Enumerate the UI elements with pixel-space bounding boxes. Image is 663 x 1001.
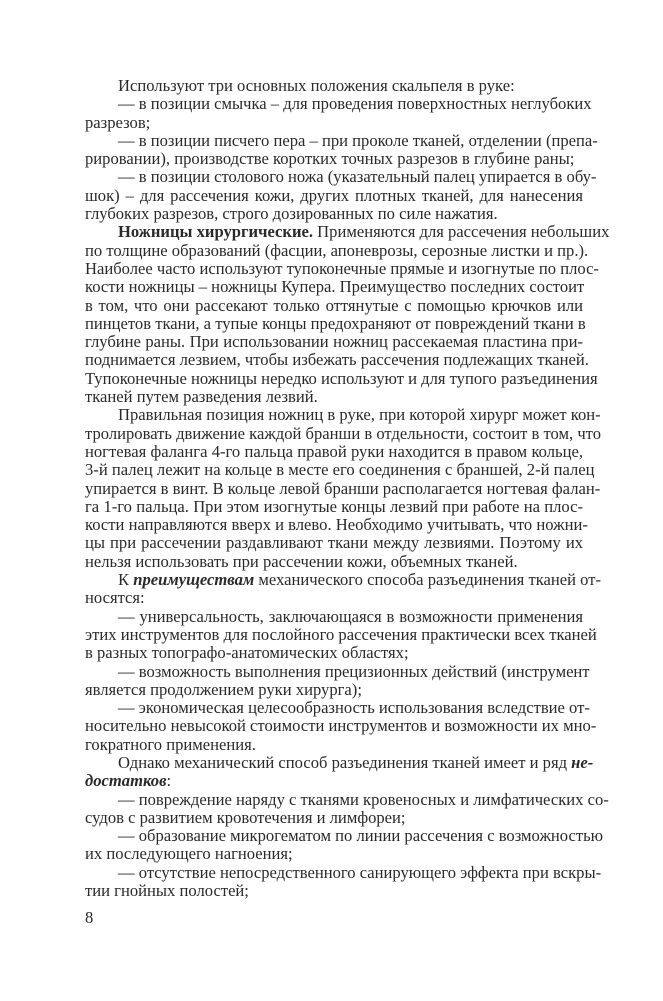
text-segment: судов с развитием кровотечения и лимфореи; bbox=[85, 807, 406, 827]
page-number: 8 bbox=[85, 908, 94, 927]
text-segment: носятся: bbox=[85, 588, 145, 608]
emphasized-text: Ножницы хирургические. bbox=[118, 222, 314, 242]
text-line bbox=[85, 608, 583, 626]
text-line bbox=[85, 368, 598, 388]
text-line bbox=[85, 553, 583, 571]
text-segment: шок) – для рассечения кожи, других плотных тканей, для нанесения bbox=[85, 185, 583, 205]
text-segment: — экономическая целесообразность использования вследствие от- bbox=[118, 698, 590, 718]
text-line bbox=[85, 772, 583, 790]
text-line bbox=[85, 443, 583, 461]
text-line bbox=[85, 187, 583, 205]
text-segment: разрезов; bbox=[85, 112, 151, 132]
text-segment: — образование микрогематом по линии рассечения с возможностью bbox=[118, 826, 604, 846]
text-line bbox=[85, 240, 589, 260]
text-segment: носительно невысокой стоимости инструментов и возможности их мно- bbox=[85, 716, 597, 736]
emphasized-text: преимуществам bbox=[133, 570, 255, 590]
text-segment: тканей путем разведения лезвий. bbox=[85, 387, 318, 407]
text-line bbox=[85, 716, 597, 736]
text-segment: кости ножницы – ножницы Купера. Преимущество последних состоит bbox=[85, 277, 585, 297]
text-line bbox=[85, 882, 583, 900]
text-line bbox=[85, 77, 583, 95]
text-line bbox=[85, 589, 583, 607]
text-segment: пинцетов ткани, а тупые концы предохраняют от повреждений ткани в bbox=[85, 313, 586, 333]
text-line bbox=[85, 624, 597, 644]
text-segment: по толщине образований (фасции, апоневрозы, серозные листки и пр.). bbox=[85, 240, 589, 260]
text-segment: поднимается лезвием, чтобы избежать рассечения подлежащих тканей. bbox=[85, 350, 589, 370]
text-segment: в том, что они рассекают только оттянутые с помощью крючков или bbox=[85, 295, 583, 315]
text-segment: глубоких разрезов, строго дозированных по силе нажатия. bbox=[85, 204, 498, 224]
text-segment: Применяются для рассечения небольших bbox=[313, 222, 610, 242]
text-line bbox=[85, 736, 583, 754]
emphasized-text: достатков bbox=[85, 771, 167, 791]
text-segment: — в позиции писчего пера – при проколе тканей, отделении (препа- bbox=[118, 130, 598, 150]
text-segment: является продолжением руки хирурга); bbox=[85, 679, 362, 699]
text-segment: га 1-го пальца. При этом изогнутые концы лезвий при работе на плос- bbox=[85, 496, 583, 516]
text-segment: — возможность выполнения прецизионных действий (инструмент bbox=[118, 661, 590, 681]
text-line bbox=[85, 278, 583, 296]
text-line bbox=[85, 478, 601, 498]
text-line bbox=[85, 423, 602, 443]
text-segment: упирается в винт. В кольце левой бранши располагается ногтевая фалан- bbox=[85, 478, 601, 498]
text-segment: их последующего нагноения; bbox=[85, 844, 293, 864]
text-segment: в разных топографо-анатомических областях; bbox=[85, 643, 409, 663]
text-line bbox=[85, 460, 595, 480]
text-line bbox=[85, 515, 588, 535]
text-segment: нельзя использовать при рассечении кожи, объемных тканей. bbox=[85, 551, 518, 571]
text-line bbox=[85, 570, 602, 590]
text-line bbox=[85, 222, 610, 242]
text-segment: этих инструментов для послойного рассечения практически всех тканей bbox=[85, 624, 597, 644]
page-body-text bbox=[85, 76, 610, 901]
text-segment: — отсутствие непосредственного санирующего эффекта при вскры- bbox=[118, 862, 602, 882]
text-segment: — в позиции смычка – для проведения поверхностных неглубоких bbox=[118, 94, 592, 114]
text-segment: — универсальность, заключающаяся в возможности применения bbox=[118, 606, 583, 626]
text-line bbox=[85, 205, 583, 223]
text-line bbox=[85, 862, 602, 882]
text-line bbox=[85, 150, 583, 168]
text-line bbox=[85, 698, 590, 718]
text-line bbox=[85, 114, 583, 132]
text-line bbox=[85, 826, 604, 846]
text-segment: Правильная позиция ножниц в руке, при которой хирург может кон- bbox=[118, 405, 601, 425]
text-segment: механического способа разъединения тканей от- bbox=[254, 570, 602, 590]
text-line bbox=[85, 167, 597, 187]
text-segment: тии гнойных полостей; bbox=[85, 881, 249, 901]
text-line bbox=[85, 333, 583, 351]
text-line bbox=[85, 388, 583, 406]
text-segment: Тупоконечные ножницы нередко используют и для тупого разъединения bbox=[85, 368, 598, 388]
text-line bbox=[85, 644, 583, 662]
text-line bbox=[85, 661, 590, 681]
text-line bbox=[85, 498, 583, 516]
text-segment: 3-й палец лежит на кольце в месте его соединения с браншей, 2-й палец bbox=[85, 460, 595, 480]
text-segment: гократного применения. bbox=[85, 734, 256, 754]
text-line bbox=[85, 534, 583, 552]
text-segment: : bbox=[166, 771, 172, 791]
text-line bbox=[85, 789, 609, 809]
text-segment: Используют три основных положения скальпеля в руке: bbox=[118, 76, 515, 95]
text-segment: глубине раны. При использовании ножниц рассекаемая пластина при- bbox=[85, 332, 583, 352]
text-line bbox=[85, 94, 592, 114]
text-segment: Наиболее часто используют тупоконечные прямые и изогнутые по плос- bbox=[85, 258, 599, 278]
text-line bbox=[85, 297, 583, 315]
text-segment: — в позиции столового ножа (указательный палец упирается в обу- bbox=[118, 167, 597, 187]
text-line bbox=[85, 258, 599, 278]
text-segment: цы при рассечении раздавливают ткани между лезвиями. Поэтому их bbox=[85, 533, 583, 553]
text-line bbox=[85, 313, 586, 333]
text-line bbox=[85, 752, 594, 772]
text-line bbox=[85, 681, 583, 699]
text-line bbox=[85, 350, 589, 370]
text-segment: — повреждение наряду с тканями кровеносных и лимфатических со- bbox=[118, 789, 609, 809]
text-line bbox=[85, 405, 601, 425]
text-segment: К bbox=[118, 570, 134, 590]
text-segment: рировании), производстве коротких точных разрезов в глубине раны; bbox=[85, 149, 575, 169]
text-line bbox=[85, 130, 598, 150]
text-segment: тролировать движение каждой бранши в отдельности, состоит в том, что bbox=[85, 423, 602, 443]
text-segment: кости направляются вверх и влево. Необходимо учитывать, что ножни- bbox=[85, 515, 588, 535]
text-line bbox=[85, 809, 583, 827]
text-segment: Однако механический способ разъединения тканей имеет и ряд bbox=[118, 752, 572, 772]
emphasized-text: не- bbox=[571, 752, 594, 772]
text-segment: ногтевая фаланга 4-го пальца правой руки находится в правом кольце, bbox=[85, 441, 583, 461]
text-line bbox=[85, 845, 583, 863]
